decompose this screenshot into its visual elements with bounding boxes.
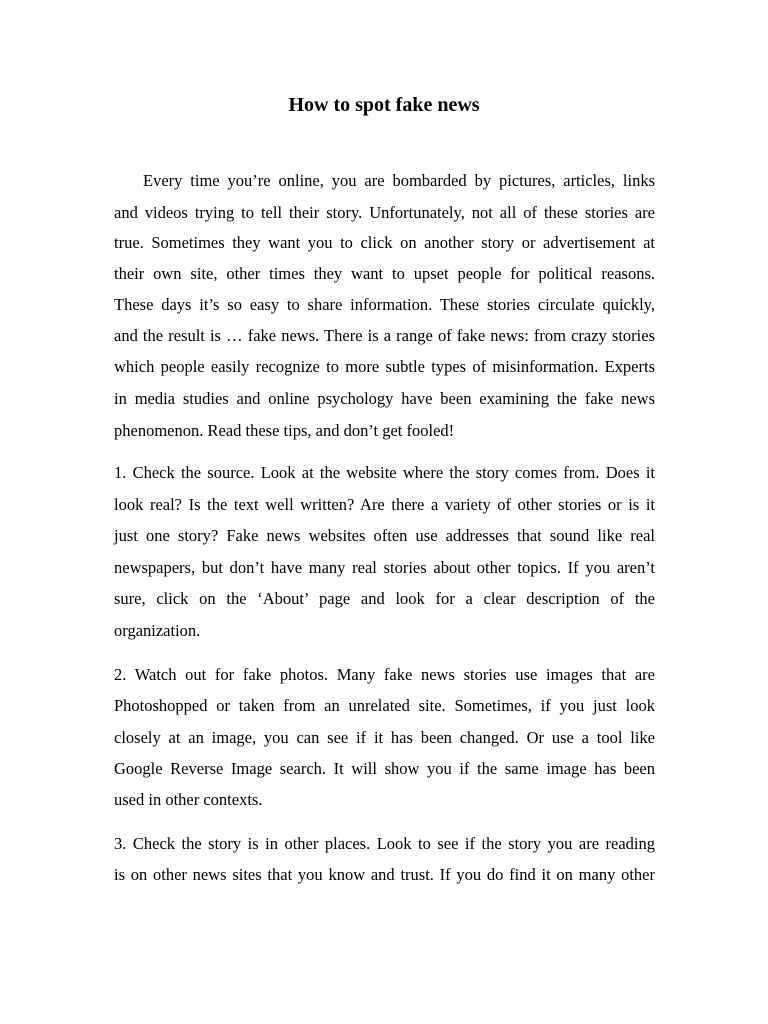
tip1-line: sure, click on the ‘About’ page and look for a clear description of the bbox=[114, 589, 655, 608]
tip2-line: closely at an image, you can see if it has been changed. Or use a tool like bbox=[114, 728, 655, 747]
tip1-line: look real? Is the text well written? Are there a variety of other stories or is it bbox=[114, 495, 655, 514]
tip1-line: organization. bbox=[114, 621, 201, 640]
tip3-line: 3. Check the story is in other places. Look to see if the story you are reading bbox=[114, 834, 655, 853]
intro-line: and the result is … fake news. There is a range of fake news: from crazy stories bbox=[114, 326, 655, 345]
intro-line: in media studies and online psychology have been examining the fake news bbox=[114, 389, 655, 408]
tip3-line: is on other news sites that you know and trust. If you do find it on many other bbox=[114, 865, 655, 884]
intro-line: These days it’s so easy to share information. These stories circulate quickly, bbox=[114, 295, 655, 314]
document-title: How to spot fake news bbox=[288, 94, 480, 116]
tip2-line: Google Reverse Image search. It will show you if the same image has been bbox=[114, 759, 655, 778]
tip1-line: newspapers, but don’t have many real stories about other topics. If you aren’t bbox=[114, 558, 655, 577]
intro-line: their own site, other times they want to upset people for political reasons. bbox=[114, 264, 655, 283]
tip1-line: 1. Check the source. Look at the website where the story comes from. Does it bbox=[114, 463, 655, 482]
tip2-line: used in other contexts. bbox=[114, 790, 263, 809]
intro-line: Every time you’re online, you are bombarded by pictures, articles, links bbox=[143, 171, 655, 190]
tip2-line: 2. Watch out for fake photos. Many fake news stories use images that are bbox=[114, 665, 655, 684]
tip2-line: Photoshopped or taken from an unrelated site. Sometimes, if you just look bbox=[114, 696, 655, 715]
intro-line: which people easily recognize to more subtle types of misinformation. Experts bbox=[114, 357, 655, 376]
intro-line: true. Sometimes they want you to click on another story or advertisement at bbox=[114, 233, 655, 252]
intro-line: and videos trying to tell their story. Unfortunately, not all of these stories are bbox=[114, 203, 655, 222]
intro-line: phenomenon. Read these tips, and don’t get fooled! bbox=[114, 421, 455, 440]
tip1-line: just one story? Fake news websites often use addresses that sound like real bbox=[114, 526, 655, 545]
